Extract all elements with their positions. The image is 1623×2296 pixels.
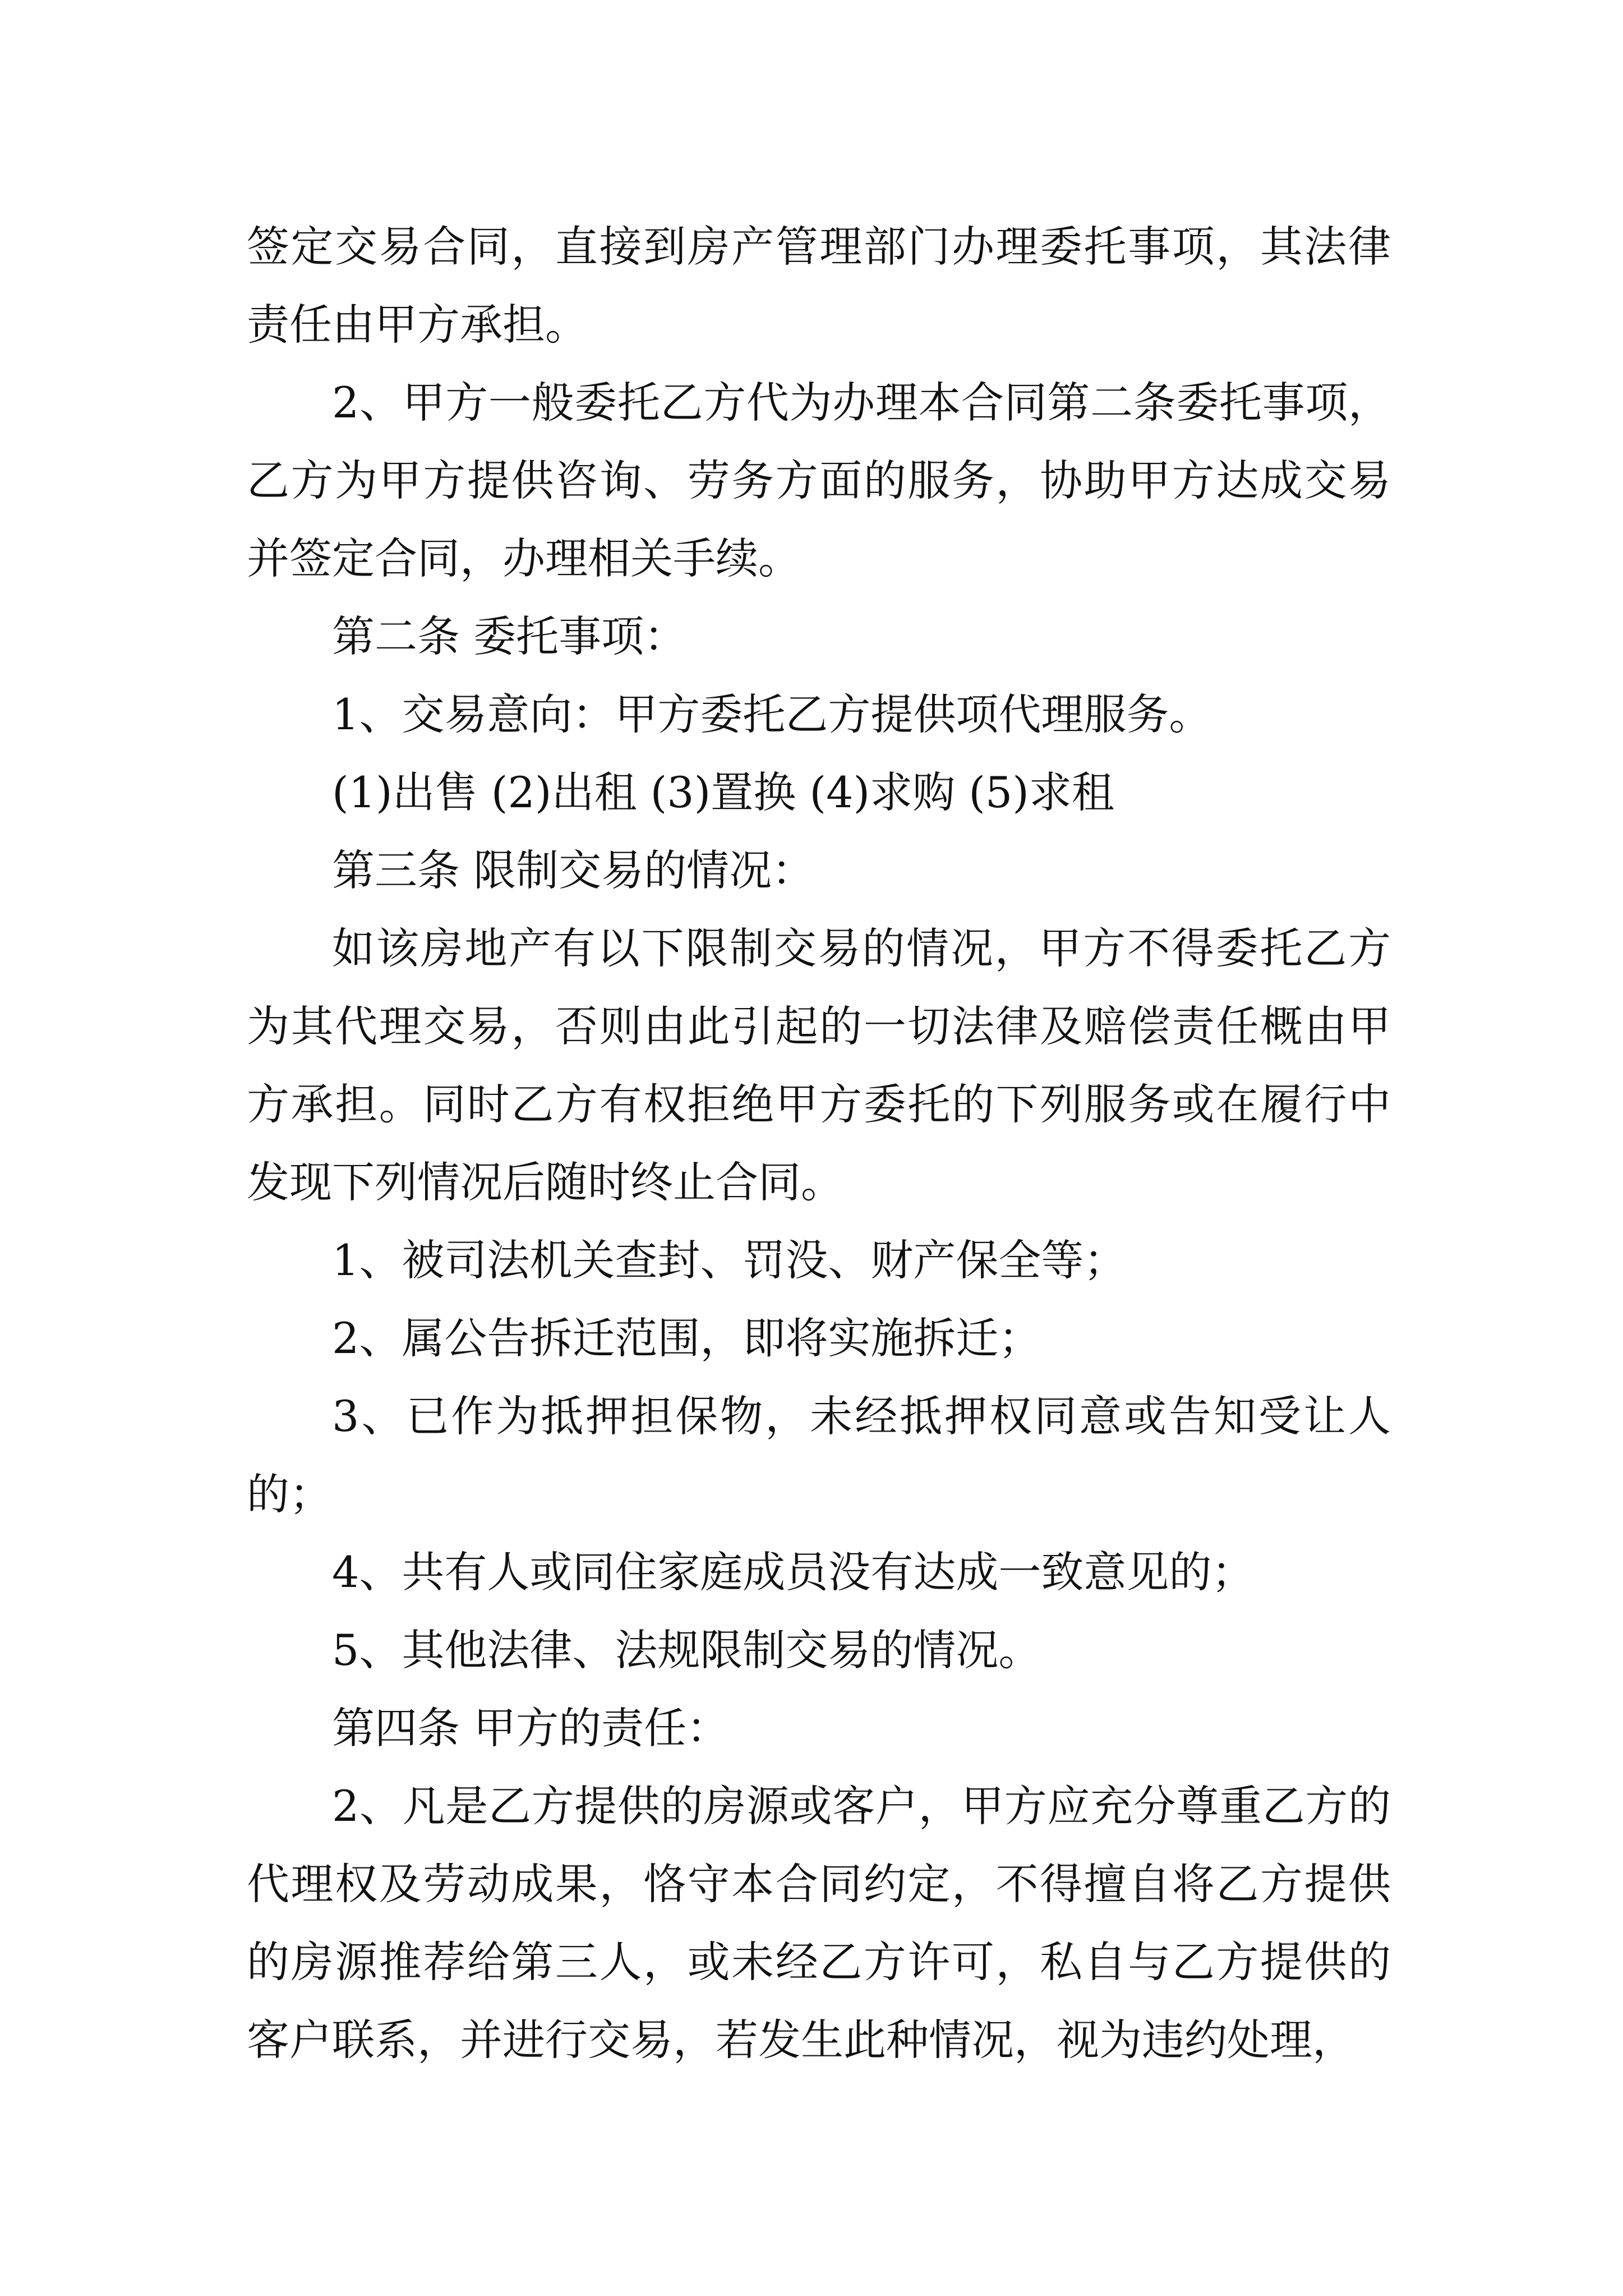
list-item-restriction-3: 3、已作为抵押担保物，未经抵押权同意或告知受让人的； [247, 1391, 1391, 1519]
paragraph-transaction-intent: 1、交易意向：甲方委托乙方提供项代理服务。 [332, 689, 1212, 739]
article-4-heading: 第四条 甲方的责任： [332, 1703, 730, 1753]
paragraph-restriction-statement: 如该房地产有以下限制交易的情况，甲方不得委托乙方为其代理交易，否则由此引起的一切法律及赔偿责任概由甲方承担。同时乙方有权拒绝甲方委托的下列服务或在履行中发现下列情况后随时终止合同。 [247, 923, 1391, 1207]
paragraph-transaction-options: (1)出售 (2)出租 (3)置换 (4)求购 (5)求租 [332, 767, 1114, 817]
list-item-restriction-2: 2、属公告拆迁范围，即将实施拆迁； [332, 1313, 1041, 1363]
list-item-restriction-1: 1、被司法机关查封、罚没、财产保全等； [332, 1235, 1127, 1285]
paragraph-contract-continuation: 签定交易合同，直接到房产管理部门办理委托事项，其法律责任由甲方承担。 [247, 222, 1391, 349]
article-2-heading: 第二条 委托事项： [332, 611, 687, 661]
list-item-restriction-4: 4、共有人或同住家庭成员没有达成一致意见的； [332, 1547, 1255, 1597]
paragraph-party-a-responsibility-2: 2、凡是乙方提供的房源或客户，甲方应充分尊重乙方的代理权及劳动成果，恪守本合同约定，不得擅自将乙方提供的房源推荐给第三人，或未经乙方许可，私自与乙方提供的客户联系，并进行交易，若发生此种情况，视为违约处理， [247, 1781, 1391, 2065]
paragraph-general-entrustment: 2、甲方一般委托乙方代为办理本合同第二条委托事项，乙方为甲方提供咨询、劳务方面的服务，协助甲方达成交易并签定合同，办理相关手续。 [247, 378, 1391, 583]
article-3-heading: 第三条 限制交易的情况： [332, 845, 815, 895]
document-page [247, 208, 1391, 2079]
list-item-restriction-5: 5、其他法律、法规限制交易的情况。 [332, 1625, 1041, 1675]
